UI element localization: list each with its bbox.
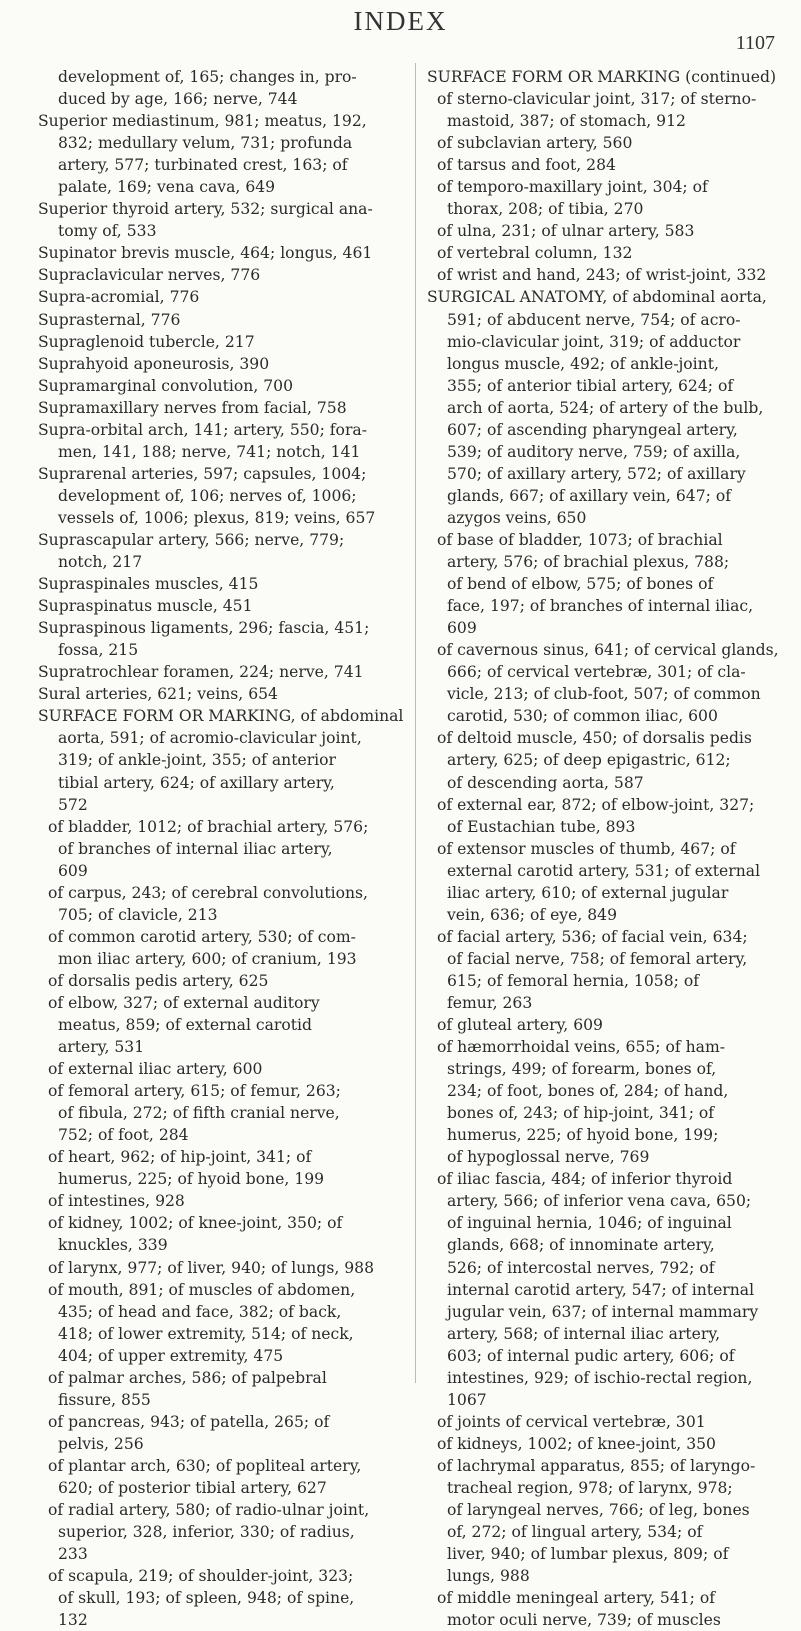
index-line: SURFACE FORM OR MARKING (continued) (427, 68, 777, 86)
index-line: Supraspinous ligaments, 296; fascia, 451; (38, 619, 370, 638)
index-line: of joints of cervical vertebræ, 301 (437, 1412, 706, 1431)
index-line: 234; of foot, bones of, 284; of hand, (447, 1082, 729, 1101)
index-line: aorta, 591; of acromio-clavicular joint, (58, 729, 362, 748)
index-line: 609 (58, 861, 88, 880)
index-line: Superior thyroid artery, 532; surgical ana- (38, 200, 373, 219)
index-line: 132 (58, 1611, 88, 1630)
index-line: motor oculi nerve, 739; of muscles (447, 1611, 721, 1630)
index-line: Sural arteries, 621; veins, 654 (38, 685, 278, 704)
index-line: of heart, 962; of hip-joint, 341; of (48, 1148, 312, 1167)
index-line: meatus, 859; of external carotid (58, 1016, 312, 1035)
column-divider (415, 63, 416, 1383)
index-line: of dorsalis pedis artery, 625 (48, 971, 269, 990)
index-line: of larynx, 977; of liver, 940; of lungs, 988 (48, 1258, 374, 1277)
index-line: of subclavian artery, 560 (437, 134, 633, 153)
index-line: notch, 217 (58, 553, 143, 572)
index-line: 832; medullary velum, 731; profunda (58, 134, 353, 153)
index-line: tomy of, 533 (58, 222, 157, 241)
page-header (0, 6, 801, 66)
index-line: 705; of clavicle, 213 (58, 905, 218, 924)
index-line: Supraspinales muscles, 415 (38, 575, 259, 594)
index-line: of pancreas, 943; of patella, 265; of (48, 1412, 330, 1431)
index-line: development of, 165; changes in, pro- (58, 68, 357, 86)
index-line: iliac artery, 610; of external jugular (447, 883, 729, 902)
index-line: of descending aorta, 587 (447, 773, 644, 792)
index-line: SURFACE FORM OR MARKING, of abdominal (38, 707, 404, 726)
index-line: of bend of elbow, 575; of bones of (447, 575, 714, 594)
index-line: of ulna, 231; of ulnar artery, 583 (437, 222, 695, 241)
index-line: 609 (447, 619, 477, 638)
index-line: of external iliac artery, 600 (48, 1060, 263, 1079)
index-line: Supramarginal convolution, 700 (38, 376, 294, 395)
index-line: of wrist and hand, 243; of wrist-joint, 332 (437, 266, 767, 285)
index-line: azygos veins, 650 (447, 508, 587, 527)
index-line: 591; of abducent nerve, 754; of acro- (447, 310, 741, 329)
index-line: of external ear, 872; of elbow-joint, 327; (437, 795, 755, 814)
index-line: 435; of head and face, 382; of back, (58, 1302, 342, 1321)
index-line: tibial artery, 624; of axillary artery, (58, 773, 335, 792)
index-line: humerus, 225; of hyoid bone, 199; (447, 1126, 719, 1145)
index-line: 603; of internal pudic artery, 606; of (447, 1346, 735, 1365)
index-line: of branches of internal iliac artery, (58, 839, 333, 858)
index-line: of kidney, 1002; of knee-joint, 350; of (48, 1214, 343, 1233)
index-line: of fibula, 272; of fifth cranial nerve, (58, 1104, 340, 1123)
index-line: of temporo-maxillary joint, 304; of (437, 178, 708, 197)
index-line: 1067 (447, 1390, 487, 1409)
index-line: Supramaxillary nerves from facial, 758 (38, 398, 347, 417)
index-line: of mouth, 891; of muscles of abdomen, (48, 1280, 356, 1299)
index-line: development of, 106; nerves of, 1006; (58, 486, 357, 505)
index-line: liver, 940; of lumbar plexus, 809; of (447, 1545, 729, 1564)
index-line: of laryngeal nerves, 766; of leg, bones (447, 1501, 750, 1520)
index-line: of facial artery, 536; of facial vein, 634; (437, 927, 748, 946)
index-line: Supraglenoid tubercle, 217 (38, 332, 255, 351)
index-line: 615; of femoral hernia, 1058; of (447, 971, 699, 990)
index-line: of base of bladder, 1073; of brachial (437, 530, 723, 549)
index-line: Supratrochlear foramen, 224; nerve, 741 (38, 663, 364, 682)
index-line: artery, 568; of internal iliac artery, (447, 1324, 721, 1343)
index-line: men, 141, 188; nerve, 741; notch, 141 (58, 442, 361, 461)
index-line: of vertebral column, 132 (437, 244, 633, 263)
index-line: longus muscle, 492; of ankle-joint, (447, 354, 719, 373)
index-line: duced by age, 166; nerve, 744 (58, 90, 298, 109)
index-line: 404; of upper extremity, 475 (58, 1346, 284, 1365)
index-line: Suprarenal arteries, 597; capsules, 1004; (38, 464, 367, 483)
index-line: artery, 566; of inferior vena cava, 650; (447, 1192, 752, 1211)
index-line: Supraspinatus muscle, 451 (38, 597, 253, 616)
index-line: of inguinal hernia, 1046; of inguinal (447, 1214, 732, 1233)
index-line: 607; of ascending pharyngeal artery, (447, 420, 738, 439)
index-line: of sterno-clavicular joint, 317; of sterno- (437, 90, 757, 109)
index-line: of iliac fascia, 484; of inferior thyroid (437, 1170, 733, 1189)
index-line: external carotid artery, 531; of external (447, 861, 761, 880)
index-line: strings, 499; of forearm, bones of, (447, 1060, 717, 1079)
index-line: of bladder, 1012; of brachial artery, 576; (48, 817, 369, 836)
index-line: of cavernous sinus, 641; of cervical glands, (437, 641, 779, 660)
index-line: of middle meningeal artery, 541; of (437, 1589, 716, 1608)
index-line: of intestines, 928 (48, 1192, 185, 1211)
index-line: fissure, 855 (58, 1390, 151, 1409)
index-line: mio-clavicular joint, 319; of adductor (447, 332, 741, 351)
index-line: Suprahyoid aponeurosis, 390 (38, 354, 270, 373)
index-line: of lachrymal apparatus, 855; of laryngo- (437, 1456, 756, 1475)
index-line: Suprascapular artery, 566; nerve, 779; (38, 530, 345, 549)
index-line: of Eustachian tube, 893 (447, 817, 636, 836)
index-line: of elbow, 327; of external auditory (48, 993, 320, 1012)
index-line: 355; of anterior tibial artery, 624; of (447, 376, 734, 395)
index-line: artery, 577; turbinated crest, 163; of (58, 156, 348, 175)
index-line: of skull, 193; of spleen, 948; of spine, (58, 1589, 355, 1608)
index-line: 620; of posterior tibial artery, 627 (58, 1479, 327, 1497)
index-column-left (38, 66, 408, 1631)
page-title: INDEX (353, 6, 448, 36)
index-line: 572 (58, 795, 88, 814)
index-line: Supinator brevis muscle, 464; longus, 461 (38, 244, 373, 263)
page-number: 1107 (735, 32, 775, 54)
index-line: of hæmorrhoidal veins, 655; of ham- (437, 1038, 726, 1057)
index-line: pelvis, 256 (58, 1434, 144, 1453)
index-line: vicle, 213; of club-foot, 507; of common (447, 685, 761, 704)
index-line: 570; of axillary artery, 572; of axillary (447, 464, 746, 483)
index-line: palate, 169; vena cava, 649 (58, 178, 276, 197)
index-line: Suprasternal, 776 (38, 310, 181, 329)
index-line: tracheal region, 978; of larynx, 978; (447, 1479, 733, 1497)
index-line: 319; of ankle-joint, 355; of anterior (58, 751, 337, 770)
index-line: carotid, 530; of common iliac, 600 (447, 707, 718, 726)
index-line: artery, 531 (58, 1038, 145, 1057)
index-line: 666; of cervical vertebræ, 301; of cla- (447, 663, 746, 682)
index-line: arch of aorta, 524; of artery of the bulb, (447, 398, 764, 417)
index-line: of tarsus and foot, 284 (437, 156, 616, 175)
index-line: of plantar arch, 630; of popliteal artery, (48, 1456, 362, 1475)
index-line: of common carotid artery, 530; of com- (48, 927, 356, 946)
index-line: jugular vein, 637; of internal mammary (447, 1302, 759, 1321)
index-line: artery, 576; of brachial plexus, 788; (447, 553, 730, 572)
index-line: Superior mediastinum, 981; meatus, 192, (38, 112, 367, 131)
index-line: Supra-orbital arch, 141; artery, 550; fora- (38, 420, 367, 439)
index-line: internal carotid artery, 547; of internal (447, 1280, 755, 1299)
index-line: of femoral artery, 615; of femur, 263; (48, 1082, 341, 1101)
index-line: mon iliac artery, 600; of cranium, 193 (58, 949, 357, 968)
index-line: of radial artery, 580; of radio-ulnar joint, (48, 1501, 370, 1520)
index-line: Supraclavicular nerves, 776 (38, 266, 261, 285)
index-line: of facial nerve, 758; of femoral artery, (447, 949, 748, 968)
index-line: of hypoglossal nerve, 769 (447, 1148, 650, 1167)
index-line: lungs, 988 (447, 1567, 530, 1586)
index-line: 752; of foot, 284 (58, 1126, 189, 1145)
index-line: superior, 328, inferior, 330; of radius, (58, 1523, 355, 1542)
index-line: SURGICAL ANATOMY, of abdominal aorta, (427, 288, 767, 307)
index-line: mastoid, 387; of stomach, 912 (447, 112, 686, 131)
index-column-right (427, 66, 787, 1631)
index-line: 526; of intercostal nerves, 792; of (447, 1258, 715, 1277)
index-line: 233 (58, 1545, 88, 1564)
index-line: 418; of lower extremity, 514; of neck, (58, 1324, 354, 1343)
index-line: 539; of auditory nerve, 759; of axilla, (447, 442, 741, 461)
index-line: of deltoid muscle, 450; of dorsalis pedis (437, 729, 752, 748)
index-line: artery, 625; of deep epigastric, 612; (447, 751, 731, 770)
index-line: femur, 263 (447, 993, 533, 1012)
index-line: glands, 667; of axillary vein, 647; of (447, 486, 731, 505)
index-line: knuckles, 339 (58, 1236, 168, 1255)
index-line: vein, 636; of eye, 849 (447, 905, 618, 924)
index-line: fossa, 215 (58, 641, 139, 660)
index-line: of extensor muscles of thumb, 467; of (437, 839, 736, 858)
index-line: of carpus, 243; of cerebral convolutions, (48, 883, 368, 902)
index-line: thorax, 208; of tibia, 270 (447, 200, 644, 219)
index-line: of gluteal artery, 609 (437, 1016, 603, 1035)
index-line: of, 272; of lingual artery, 534; of (447, 1523, 703, 1542)
index-line: Supra-acromial, 776 (38, 288, 200, 307)
index-line: of palmar arches, 586; of palpebral (48, 1368, 327, 1387)
index-line: glands, 668; of innominate artery, (447, 1236, 715, 1255)
index-line: of kidneys, 1002; of knee-joint, 350 (437, 1434, 716, 1453)
index-line: humerus, 225; of hyoid bone, 199 (58, 1170, 325, 1189)
index-line: face, 197; of branches of internal iliac, (447, 597, 754, 616)
index-line: intestines, 929; of ischio-rectal region, (447, 1368, 753, 1387)
index-line: bones of, 243; of hip-joint, 341; of (447, 1104, 715, 1123)
index-line: vessels of, 1006; plexus, 819; veins, 657 (58, 508, 376, 527)
index-line: of scapula, 219; of shoulder-joint, 323; (48, 1567, 354, 1586)
